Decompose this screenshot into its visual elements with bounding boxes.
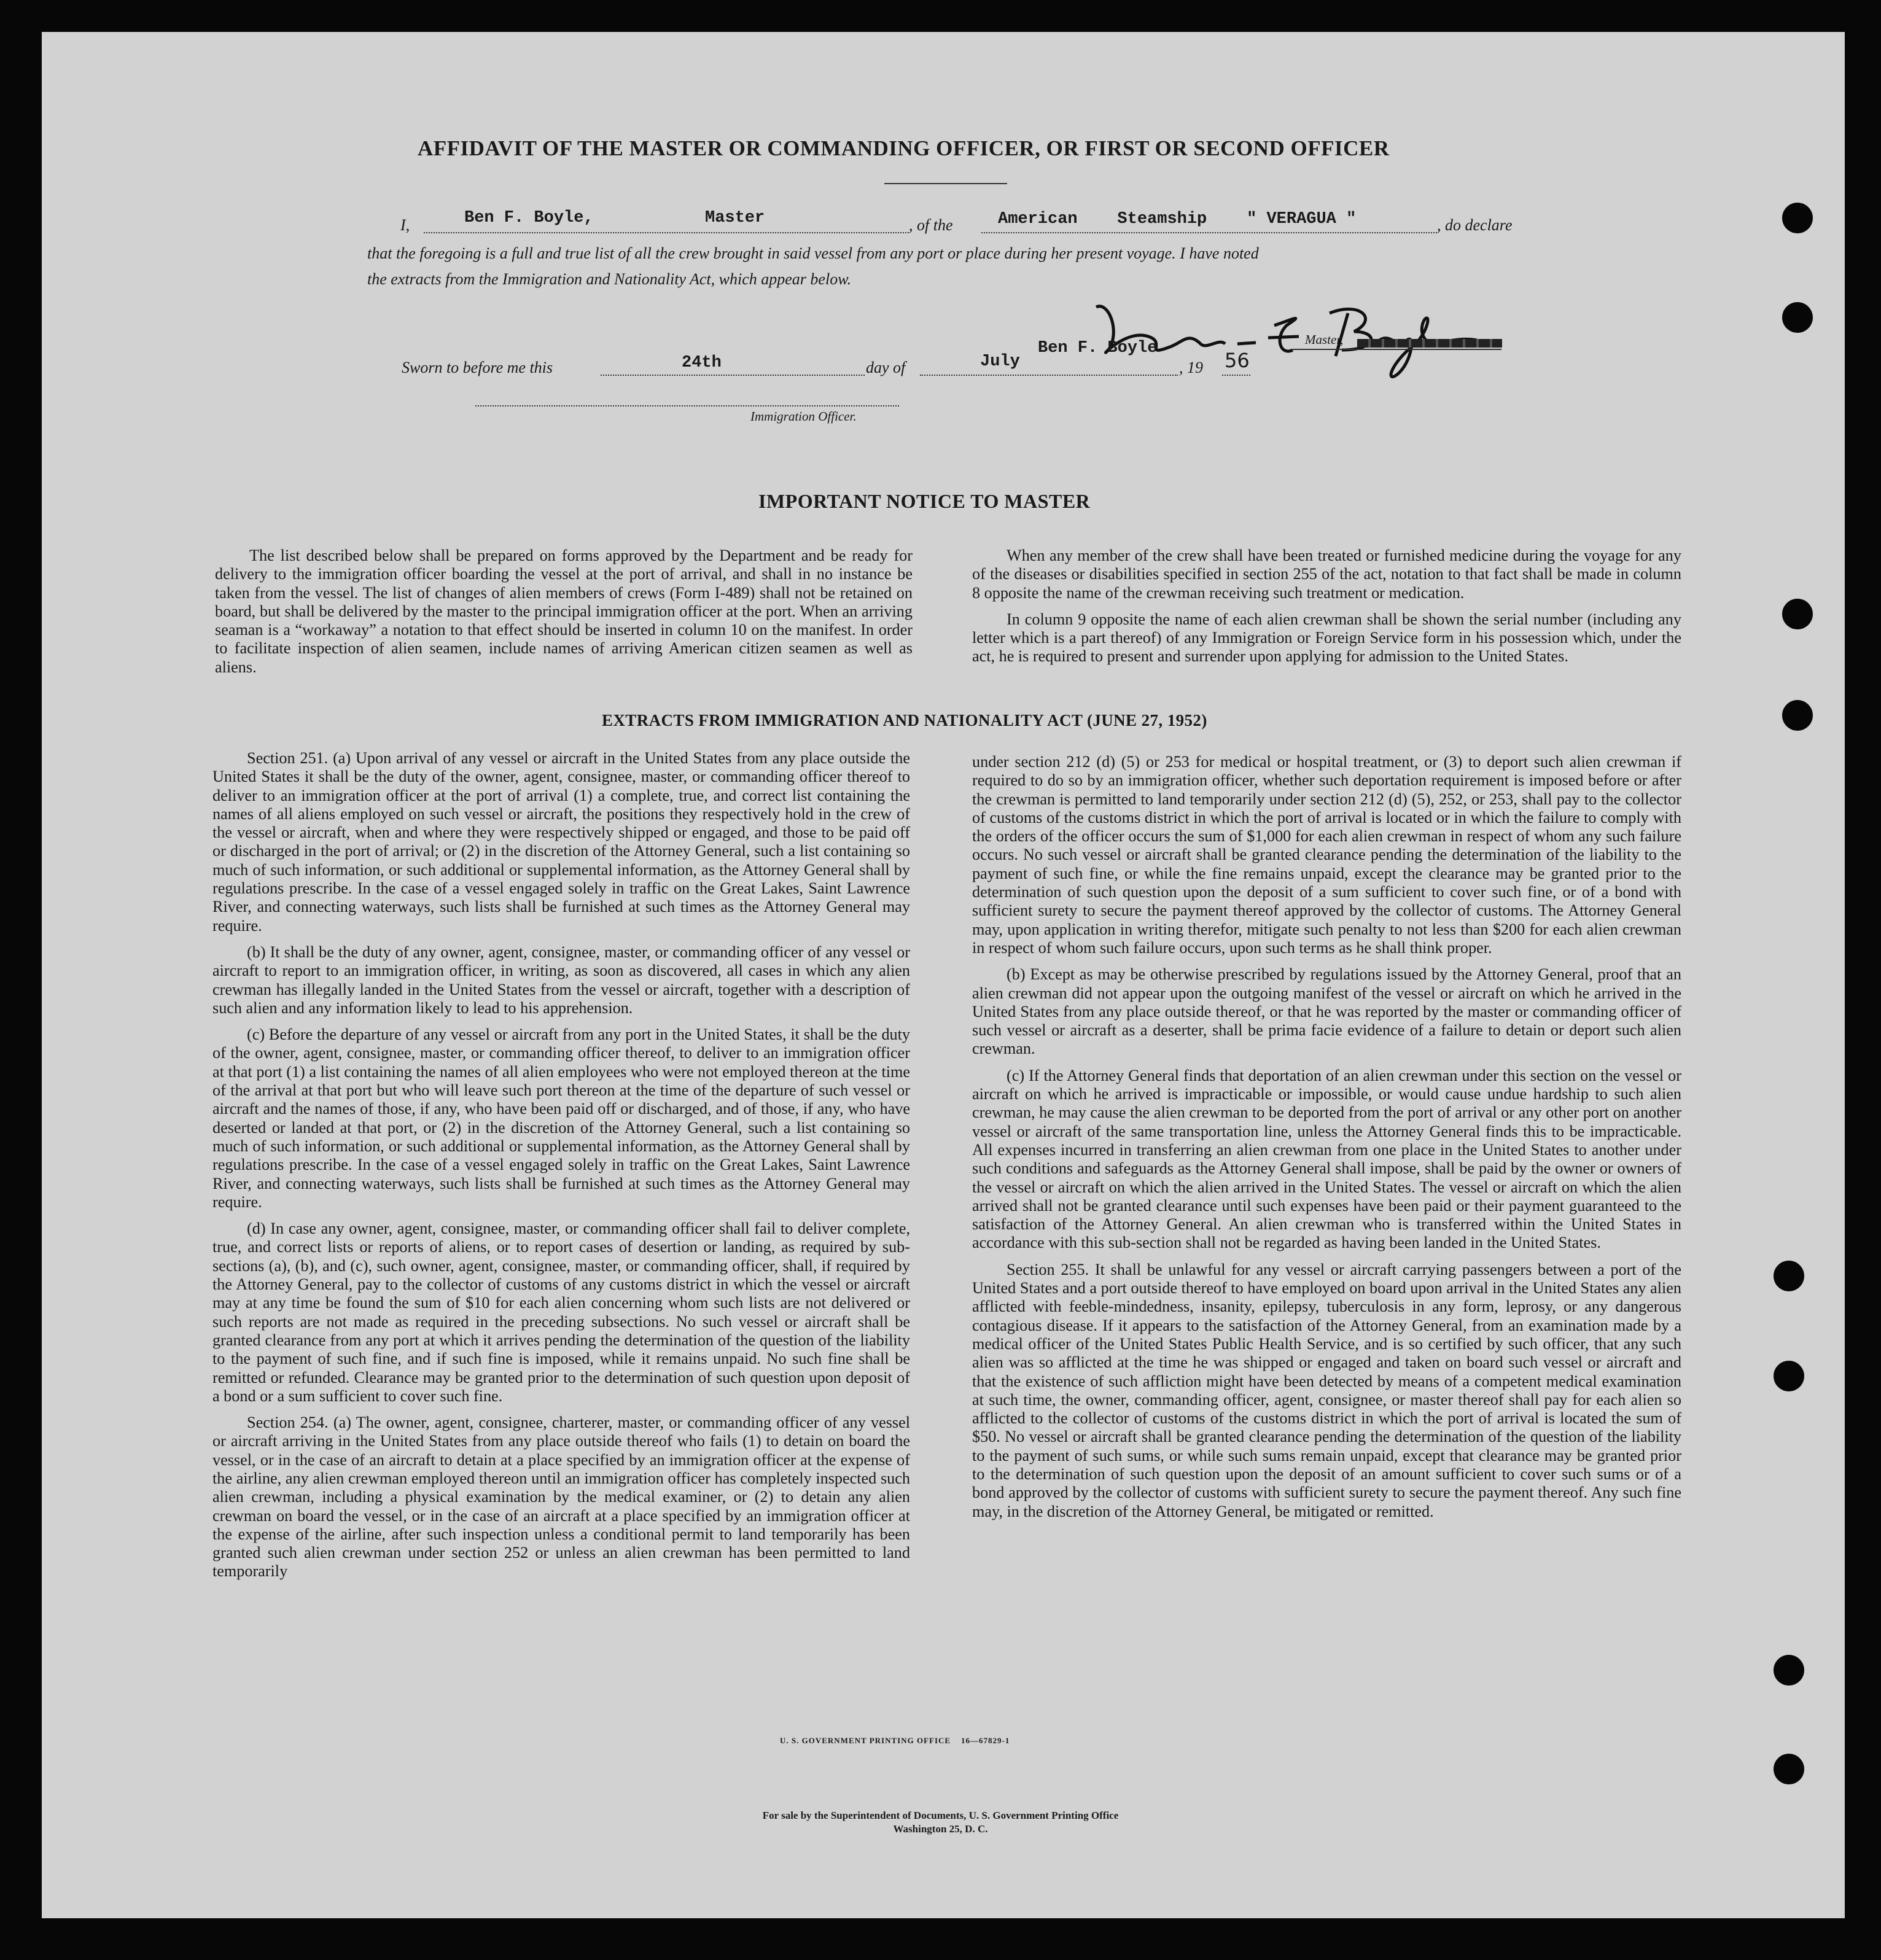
- affidavit-statement-2: the extracts from the Immigration and Nationality Act, which appear below.: [367, 270, 852, 288]
- typed-name: Ben F. Boyle: [1038, 339, 1158, 357]
- day-of-label: day of: [866, 359, 906, 376]
- punch-hole: [1774, 1361, 1804, 1391]
- extracts-left-column: [212, 749, 910, 1589]
- punch-hole: [1774, 1261, 1804, 1291]
- sworn-year: 56: [1225, 349, 1250, 372]
- extracts-right-column: [972, 753, 1681, 1529]
- signature-line: [1293, 349, 1501, 350]
- extracts-title: EXTRACTS FROM IMMIGRATION AND NATIONALITY ACT (JUNE 27, 1952): [602, 711, 1207, 729]
- notice-right-column: [972, 546, 1681, 674]
- year-prefix: , 19: [1179, 359, 1203, 376]
- sworn-month-line: [920, 375, 1178, 376]
- punch-hole: [1774, 1655, 1804, 1686]
- punch-hole: [1782, 599, 1813, 629]
- sworn-year-line: [1222, 375, 1250, 376]
- sworn-day-line: [601, 375, 865, 376]
- extract-paragraph: (d) In case any owner, agent, consignee, master, or commanding officer shall fail to deliver complete, true, and correct lists or reports of aliens, or to report cases of desertion or landing, as required by sub-sections (a), (b), and (c), such owner, agent, consignee, master, or commanding officer, shall, if required by the Attorney General, pay to the collector of customs of any customs district in which the vessel or aircraft may at any time be found the sum of $10 for each alien concerning whom such lists are not delivered or such reports are not made as required in the preceding subsections. No such vessel or aircraft shall be granted clearance from any port at which it arrives pending the determination of the question of the liability to the payment of such fine, and if such fine is imposed, while it remains unpaid. No such fine shall be remitted or refunded. Clearance may be granted prior to the determination of such question upon deposit of a bond or a sum sufficient to cover such fine.: [212, 1219, 910, 1405]
- declarant-name: Ben F. Boyle,: [464, 209, 594, 227]
- master-struck-title: [1357, 339, 1502, 348]
- sale-notice: [0, 1809, 1881, 1836]
- declarant-rank: Master: [705, 209, 765, 227]
- immigration-officer-label: Immigration Officer.: [750, 409, 857, 424]
- notice-paragraph: In column 9 opposite the name of each alien crewman shall be shown the serial number (including any letter which is a part thereof) of any Immigration or Foreign Service form in his possession which, under the act, he is required to present and surrender upon applying for admission to the United States.: [972, 610, 1681, 666]
- extract-paragraph: Section 251. (a) Upon arrival of any vessel or aircraft in the United States from any place outside the United States it shall be the duty of the owner, agent, consignee, master, or commanding officer thereof to deliver to an immigration officer at the port of arrival (1) a complete, true, and correct list containing the names of all aliens employed on such vessel or aircraft, the positions they respectively hold in the crew of the vessel or aircraft, when and where they were respectively shipped or engaged, and those to be paid off or discharged in the port of arrival; or (2) in the discretion of the Attorney General, such a list containing so much of such information, or such additional or supplemental information, as the Attorney General shall by regulations prescribe. In the case of a vessel engaged solely in traffic on the Great Lakes, Saint Lawrence River, and connecting waterways, such lists shall be furnished at such times as the Attorney General may require.: [212, 749, 910, 935]
- immigration-officer-line: [475, 405, 899, 406]
- sale-line-2: Washington 25, D. C.: [893, 1823, 988, 1835]
- i-label: I,: [400, 216, 410, 234]
- sworn-month: July: [980, 352, 1020, 371]
- affidavit-title: AFFIDAVIT OF THE MASTER OR COMMANDING OFFICER, OR FIRST OR SECOND OFFICER: [418, 136, 1390, 160]
- sworn-label: Sworn to before me this: [402, 359, 553, 376]
- affidavit-statement-1: that the foregoing is a full and true list of all the crew brought in said vessel from any port or place during her present voyage. I have noted: [367, 244, 1259, 262]
- master-signature: [1072, 289, 1532, 381]
- do-declare-label: , do declare: [1437, 216, 1513, 234]
- of-the-label: , of the: [909, 216, 953, 234]
- extract-paragraph: under section 212 (d) (5) or 253 for medical or hospital treatment, or (3) to deport such alien crewman if required to do so by an immigration officer, whether such deportation requirement is imposed before or after the crewman is permitted to land temporarily under section 212 (d) (5), 252, or 253, shall pay to the collector of customs of the customs district in which the port of arrival is located or in which the failure to comply with the orders of the officer occurs the sum of $1,000 for each alien crewman in respect of whom any such failure occurs. No such vessel or aircraft shall be granted clearance pending the determination of the liability to the payment of such fine, or while the fine remains unpaid, except the clearance may be granted prior to the determination of such question upon the deposit of a sum sufficient to cover such fine, or of a bond with sufficient surety to secure the payment thereof approved by the collector of customs. The Attorney General may, upon application in writing therefor, mitigate such penalty to not less than $200 for each alien crewman in respect of whom such failure occurs, upon such terms as he shall think proper.: [972, 753, 1681, 957]
- sale-line-1: For sale by the Superintendent of Documents, U. S. Government Printing Office: [762, 1810, 1119, 1821]
- sworn-day: 24th: [682, 354, 722, 372]
- title-rule: [884, 183, 1007, 184]
- name-line: [424, 232, 909, 233]
- notice-paragraph: When any member of the crew shall have been treated or furnished medicine during the voyage for any of the diseases or disabilities specified in section 255 of the act, notation to that fact shall be made in column 8 opposite the name of the crewman receiving such treatment or medication.: [972, 546, 1681, 602]
- punch-hole: [1774, 1754, 1804, 1784]
- notice-left-column: [215, 546, 913, 685]
- vessel-line: [981, 232, 1437, 233]
- notice-title: IMPORTANT NOTICE TO MASTER: [758, 490, 1091, 512]
- extract-paragraph: (b) Except as may be otherwise prescribed by regulations issued by the Attorney General, proof that an alien crewman did not appear upon the outgoing manifest of the vessel or aircraft on which he arrived in the United States from any place outside thereof, or that he was reported by the master or commanding officer of such vessel or aircraft as a deserter, shall be prima facie evidence of a failure to detain or deport such alien crewman.: [972, 965, 1681, 1058]
- extract-paragraph: (c) Before the departure of any vessel or aircraft from any port in the United States, it shall be the duty of the owner, agent, consignee, master, or commanding officer thereof, to deliver to an immigration officer at that port (1) a list containing the names of all alien employees who were not employed thereon at the time of the arrival at that port but who will leave such port thereon at the time of the departure of such vessel or aircraft and the names of those, if any, who have been paid off or discharged, and of those, if any, who have deserted or landed at that port, or (2) in the discretion of the Attorney General, such a list containing so much of such information, or such additional or supplemental information, as the Attorney General shall by regulations prescribe. In the case of a vessel engaged solely in traffic on the Great Lakes, Saint Lawrence River, and connecting waterways, such lists shall be furnished at such times as the Attorney General may require.: [212, 1025, 910, 1211]
- extract-paragraph: Section 255. It shall be unlawful for any vessel or aircraft carrying passengers between a port of the United States and a port outside thereof to have employed on board upon arrival in the United States any alien afflicted with feeble-mindedness, insanity, epilepsy, tuberculosis in any form, leprosy, or any dangerous contagious disease. If it appears to the satisfaction of the Attorney General, from an examination made by a medical officer of the United States Public Health Service, and is so certified by such officer, that any such alien was so afflicted at the time he was shipped or engaged and taken on board such vessel or aircraft and that the existence of such affliction might have been detected by means of a competent medical examination at such time, the owner, commanding officer, agent, consignee, or master thereof shall pay for each alien so afflicted to the collector of customs of the customs district in which the port of arrival is located the sum of $50. No vessel or aircraft shall be granted clearance pending the determination of the question of the liability to the payment of such sums, or while such sums remain unpaid, except that clearance may be granted prior to the determination of such question upon the deposit of an amount sufficient to cover such sums or of a bond approved by the collector of customs with sufficient surety to secure the payment thereof. Any such fine may, in the discretion of the Attorney General, be mitigated or remitted.: [972, 1260, 1681, 1520]
- punch-hole: [1782, 302, 1813, 333]
- extract-paragraph: Section 254. (a) The owner, agent, consignee, charterer, master, or commanding officer of any vessel or aircraft arriving in the United States from any place outside thereof who fails (1) to detain on board the vessel, or in the case of an aircraft to detain at a place specified by an immigration officer at the expense of the airline, any alien crewman employed thereon until an immigration officer has completely inspected such alien crewman, including a physical examination by the medical examiner, or (2) to detain any alien crewman on board the vessel, or in the case of an aircraft at a place specified by an immigration officer at the expense of the airline, after such inspection unless a conditional permit to land temporarily has been granted such alien crewman under section 252 or unless an alien crewman has been permitted to land temporarily: [212, 1414, 910, 1581]
- punch-hole: [1782, 203, 1813, 233]
- extract-paragraph: (b) It shall be the duty of any owner, agent, consignee, master, or commanding officer of any vessel or aircraft to report to an immigration officer, in writing, as soon as discovered, all cases in which any alien crewman has illegally landed in the United States from the vessel or aircraft, together with a description of such alien and any information likely to lead to his apprehension.: [212, 943, 910, 1017]
- master-label: Master,: [1305, 332, 1344, 347]
- vessel-name: American Steamship " VERAGUA ": [998, 210, 1357, 228]
- gpo-imprint: U. S. GOVERNMENT PRINTING OFFICE 16—67829-1: [780, 1736, 1010, 1745]
- notice-paragraph: The list described below shall be prepared on forms approved by the Department and be ready for delivery to the immigration officer boarding the vessel at the port of arrival, and shall in no instance be taken from the vessel. The list of changes of alien members of crews (Form I-489) shall not be retained on board, but shall be delivered by the master to the principal immigration officer at the port. When an arriving seaman is a “workaway” a notation to that effect should be inserted in column 10 on the manifest. In order to facilitate inspection of alien seamen, include names of arriving American citizen seamen as well as aliens.: [215, 546, 913, 676]
- extract-paragraph: (c) If the Attorney General finds that deportation of an alien crewman under this section on the vessel or aircraft on which he arrived is impracticable or impossible, or would cause undue hardship to such alien crewman, he may cause the alien crewman to be deported from the port of arrival or any other port on another vessel or aircraft of the same transportation line, unless the Attorney General finds this to be impracticable. All expenses incurred in transferring an alien crewman from one place in the United States to another under such conditions and safeguards as the Attorney General shall impose, shall be paid by the owner or owners of the vessel or aircraft on which the alien arrived in the United States. The vessel or aircraft on which the alien arrived shall not be granted clearance until such expenses have been paid or their payment guaranteed to the satisfaction of the Attorney General. An alien crewman who is transferred within the United States in accordance with this sub-section shall not be regarded as having been landed in the United States.: [972, 1066, 1681, 1252]
- punch-hole: [1782, 700, 1813, 731]
